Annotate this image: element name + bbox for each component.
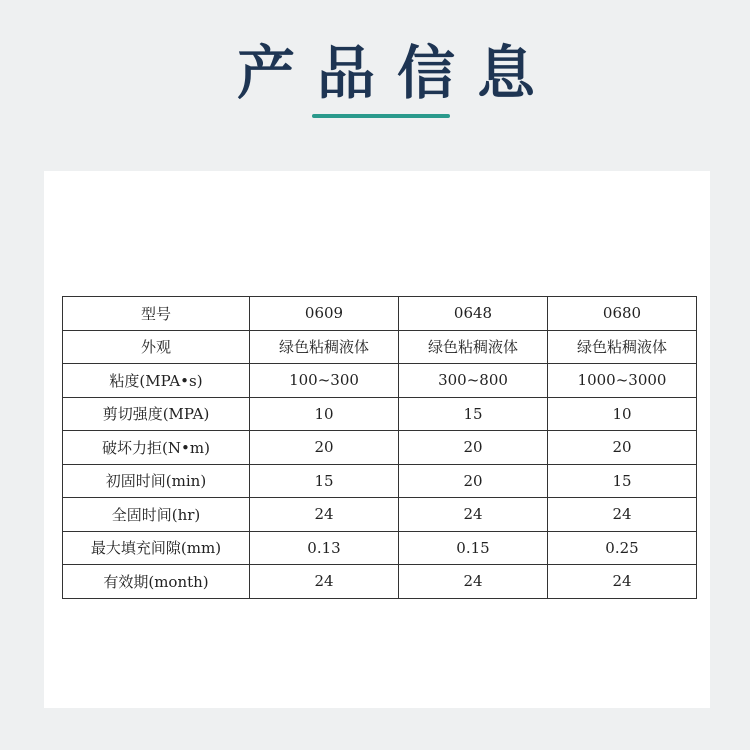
row-label: 外观 (63, 330, 250, 364)
row-label: 全固时间(hr) (63, 498, 250, 532)
table-cell: 10 (548, 397, 697, 431)
row-label: 粘度(MPA•s) (63, 364, 250, 398)
table-cell: 0.25 (548, 531, 697, 565)
row-label: 初固时间(min) (63, 464, 250, 498)
table-cell: 0609 (250, 297, 399, 331)
table-cell: 24 (399, 498, 548, 532)
table-row (63, 364, 697, 398)
table-cell: 20 (548, 431, 697, 465)
row-label: 最大填充间隙(mm) (63, 531, 250, 565)
title-underline (312, 114, 450, 118)
table-cell: 20 (399, 464, 548, 498)
content-card (44, 171, 710, 708)
table-cell: 100~300 (250, 364, 399, 398)
spec-table (62, 296, 697, 599)
table-cell: 0.13 (250, 531, 399, 565)
table-cell: 15 (399, 397, 548, 431)
table-cell: 24 (250, 565, 399, 599)
table-row (63, 565, 697, 599)
table-cell: 0680 (548, 297, 697, 331)
table-row (63, 498, 697, 532)
table-cell: 10 (250, 397, 399, 431)
table-cell: 15 (548, 464, 697, 498)
row-label: 破坏力拒(N•m) (63, 431, 250, 465)
row-label: 剪切强度(MPA) (63, 397, 250, 431)
table-row (63, 531, 697, 565)
table-row (63, 297, 697, 331)
table-cell: 24 (548, 498, 697, 532)
table-row (63, 397, 697, 431)
table-cell: 绿色粘稠液体 (548, 330, 697, 364)
table-row (63, 464, 697, 498)
table-cell: 0648 (399, 297, 548, 331)
table-cell: 24 (548, 565, 697, 599)
table-cell: 300~800 (399, 364, 548, 398)
table-cell: 1000~3000 (548, 364, 697, 398)
table-row (63, 330, 697, 364)
table-cell: 24 (399, 565, 548, 599)
table-row (63, 431, 697, 465)
page-title: 产品信息 (236, 39, 557, 107)
table-cell: 0.15 (399, 531, 548, 565)
row-label: 有效期(month) (63, 565, 250, 599)
table-cell: 20 (250, 431, 399, 465)
table-cell: 15 (250, 464, 399, 498)
table-cell: 24 (250, 498, 399, 532)
table-cell: 绿色粘稠液体 (250, 330, 399, 364)
table-cell: 20 (399, 431, 548, 465)
row-label: 型号 (63, 297, 250, 331)
table-cell: 绿色粘稠液体 (399, 330, 548, 364)
